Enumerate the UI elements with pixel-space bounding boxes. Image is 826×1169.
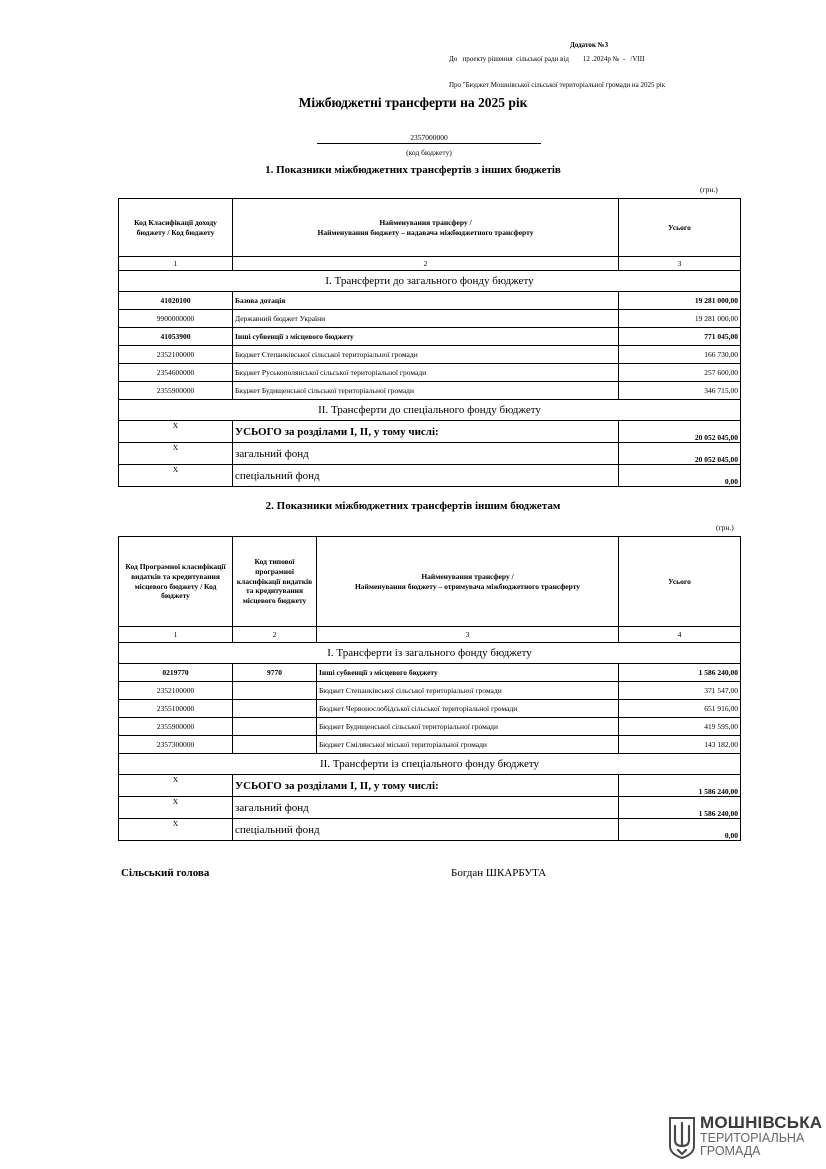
row-name: Бюджет Смілянської міської територіальної громади bbox=[317, 736, 619, 754]
trident-emblem-icon bbox=[668, 1116, 696, 1160]
decision-reference: До проекту рішення сільської ради від 12 .2024р № - /VIII bbox=[449, 55, 645, 63]
total-x: X bbox=[119, 797, 233, 819]
table-header-row bbox=[119, 537, 741, 627]
row-code: 2355900000 bbox=[119, 718, 233, 736]
column-number: 3 bbox=[317, 627, 619, 643]
row-name: Державний бюджет України bbox=[233, 310, 619, 328]
row-type-code bbox=[233, 736, 317, 754]
logo-subtitle bbox=[700, 1132, 804, 1158]
row-total: 651 916,00 bbox=[619, 700, 741, 718]
section2-heading: 2. Показники міжбюджетних трансфертів іншим бюджетам bbox=[265, 500, 561, 512]
column-header-name-line2: Найменування бюджету – отримувача міжбюджетного трансферту bbox=[354, 581, 581, 591]
total-label: спеціальний фонд bbox=[233, 465, 619, 487]
column-header-name bbox=[233, 199, 619, 257]
column-number: 2 bbox=[233, 627, 317, 643]
row-total: 166 730,00 bbox=[619, 346, 741, 364]
column-number: 4 bbox=[619, 627, 741, 643]
special-fund-row bbox=[119, 819, 741, 841]
row-name: Бюджет Руськополянської сільської територіальної громади bbox=[233, 364, 619, 382]
row-name: Бюджет Будищенської сільської територіальної громади bbox=[317, 718, 619, 736]
part1-row bbox=[119, 271, 741, 292]
column-header-name-line2: Найменування бюджету – надавача міжбюджетного трансферту bbox=[317, 227, 534, 237]
section2-unit: (грн.) bbox=[716, 523, 734, 532]
logo-title: МОШНІВСЬКА bbox=[700, 1113, 823, 1132]
logo-line2: ТЕРИТОРІАЛЬНА bbox=[700, 1131, 805, 1145]
part2-label: II. Трансферти до спеціального фонду бюджету bbox=[119, 400, 741, 421]
row-total: 346 715,00 bbox=[619, 382, 741, 400]
column-number: 1 bbox=[119, 627, 233, 643]
column-number-row bbox=[119, 627, 741, 643]
total-value: 0,00 bbox=[619, 465, 741, 487]
budget-code: 2357000000 bbox=[317, 133, 541, 144]
row-code: 41053900 bbox=[119, 328, 233, 346]
signature-name: Богдан ШКАРБУТА bbox=[451, 867, 547, 879]
total-x: X bbox=[119, 421, 233, 443]
table-row bbox=[119, 328, 741, 346]
part1-label: I. Трансферти до загального фонду бюджету bbox=[119, 271, 741, 292]
table-row bbox=[119, 664, 741, 682]
row-total: 143 182,00 bbox=[619, 736, 741, 754]
column-number: 1 bbox=[119, 257, 233, 271]
table-header-row bbox=[119, 199, 741, 257]
row-name: Інші субвенції з місцевого бюджету bbox=[233, 328, 619, 346]
row-type-code: 9770 bbox=[233, 664, 317, 682]
signature-position: Сільський голова bbox=[121, 867, 210, 879]
row-name: Бюджет Степанківської сільської територіальної громади bbox=[233, 346, 619, 364]
row-code: 2357300000 bbox=[119, 736, 233, 754]
total-x: X bbox=[119, 819, 233, 841]
table-row bbox=[119, 718, 741, 736]
part2-row bbox=[119, 754, 741, 775]
row-total: 1 586 240,00 bbox=[619, 664, 741, 682]
part2-row bbox=[119, 400, 741, 421]
total-x: X bbox=[119, 775, 233, 797]
row-code: 9900000000 bbox=[119, 310, 233, 328]
row-total: 19 281 000,00 bbox=[619, 292, 741, 310]
row-code: 2352100000 bbox=[119, 682, 233, 700]
table-row bbox=[119, 700, 741, 718]
row-code: 2354600000 bbox=[119, 364, 233, 382]
row-total: 371 547,00 bbox=[619, 682, 741, 700]
column-header-name bbox=[317, 537, 619, 627]
part1-row bbox=[119, 643, 741, 664]
total-value: 20 052 045,00 bbox=[619, 443, 741, 465]
row-code: 0219770 bbox=[119, 664, 233, 682]
column-header-code: Код Класифікації доходу бюджету / Код бюджету bbox=[119, 199, 233, 257]
column-header-total: Усього bbox=[619, 537, 741, 627]
column-header-total: Усього bbox=[619, 199, 741, 257]
total-value: 1 586 240,00 bbox=[619, 775, 741, 797]
row-code: 2355100000 bbox=[119, 700, 233, 718]
logo-line3: ГРОМАДА bbox=[700, 1144, 761, 1158]
row-type-code bbox=[233, 718, 317, 736]
row-name: Базова дотація bbox=[233, 292, 619, 310]
outgoing-transfers-table bbox=[118, 536, 741, 841]
row-code: 2355900000 bbox=[119, 382, 233, 400]
row-name: Бюджет Червонослобідської сільської територіальної громади bbox=[317, 700, 619, 718]
column-header-code: Код Програмної класифікації видатків та кредитування місцевого бюджету / Код бюджету bbox=[119, 537, 233, 627]
table-row bbox=[119, 682, 741, 700]
column-header-name-line1: Найменування трансферу / bbox=[421, 571, 514, 581]
column-number: 2 bbox=[233, 257, 619, 271]
table-row bbox=[119, 382, 741, 400]
total-row bbox=[119, 775, 741, 797]
row-total: 19 281 000,00 bbox=[619, 310, 741, 328]
general-fund-row bbox=[119, 443, 741, 465]
total-row bbox=[119, 421, 741, 443]
decision-subject: Про "Бюджет Мошнівської сільської територіальної громади на 2025 рік bbox=[449, 81, 666, 89]
total-value: 1 586 240,00 bbox=[619, 797, 741, 819]
row-code: 2352100000 bbox=[119, 346, 233, 364]
row-type-code bbox=[233, 700, 317, 718]
table-row bbox=[119, 310, 741, 328]
column-header-name-line1: Найменування трансферу / bbox=[379, 217, 472, 227]
community-logo bbox=[666, 1113, 823, 1161]
section1-unit: (грн.) bbox=[700, 185, 718, 194]
total-x: X bbox=[119, 465, 233, 487]
total-label: загальний фонд bbox=[233, 797, 619, 819]
total-value: 20 052 045,00 bbox=[619, 421, 741, 443]
table-row bbox=[119, 292, 741, 310]
column-number-row bbox=[119, 257, 741, 271]
row-total: 257 600,00 bbox=[619, 364, 741, 382]
part2-label: II. Трансферти із спеціального фонду бюджету bbox=[119, 754, 741, 775]
row-code: 41020100 bbox=[119, 292, 233, 310]
column-number: 3 bbox=[619, 257, 741, 271]
total-label: спеціальний фонд bbox=[233, 819, 619, 841]
total-value: 0,00 bbox=[619, 819, 741, 841]
row-total: 419 595,00 bbox=[619, 718, 741, 736]
total-label: УСЬОГО за розділами I, II, у тому числі: bbox=[233, 421, 619, 443]
section1-heading: 1. Показники міжбюджетних трансфертів з інших бюджетів bbox=[265, 164, 561, 176]
total-label: загальний фонд bbox=[233, 443, 619, 465]
row-type-code bbox=[233, 682, 317, 700]
special-fund-row bbox=[119, 465, 741, 487]
page-title: Міжбюджетні трансферти на 2025 рік bbox=[298, 95, 528, 110]
row-total: 771 045,00 bbox=[619, 328, 741, 346]
total-label: УСЬОГО за розділами I, II, у тому числі: bbox=[233, 775, 619, 797]
part1-label: I. Трансферти із загального фонду бюджету bbox=[119, 643, 741, 664]
table-row bbox=[119, 736, 741, 754]
table-row bbox=[119, 346, 741, 364]
budget-code-caption: (код бюджету) bbox=[406, 148, 452, 157]
row-name: Бюджет Будищенської сільської територіальної громади bbox=[233, 382, 619, 400]
row-name: Бюджет Степанківської сільської територіальної громади bbox=[317, 682, 619, 700]
total-x: X bbox=[119, 443, 233, 465]
column-header-type-code: Код типової програмної класифікації видатків та кредитування місцевого бюджету bbox=[233, 537, 317, 627]
table-row bbox=[119, 364, 741, 382]
incoming-transfers-table bbox=[118, 198, 741, 487]
row-name: Інші субвенції з місцевого бюджету bbox=[317, 664, 619, 682]
appendix-label: Додаток №3 bbox=[570, 41, 609, 49]
general-fund-row bbox=[119, 797, 741, 819]
